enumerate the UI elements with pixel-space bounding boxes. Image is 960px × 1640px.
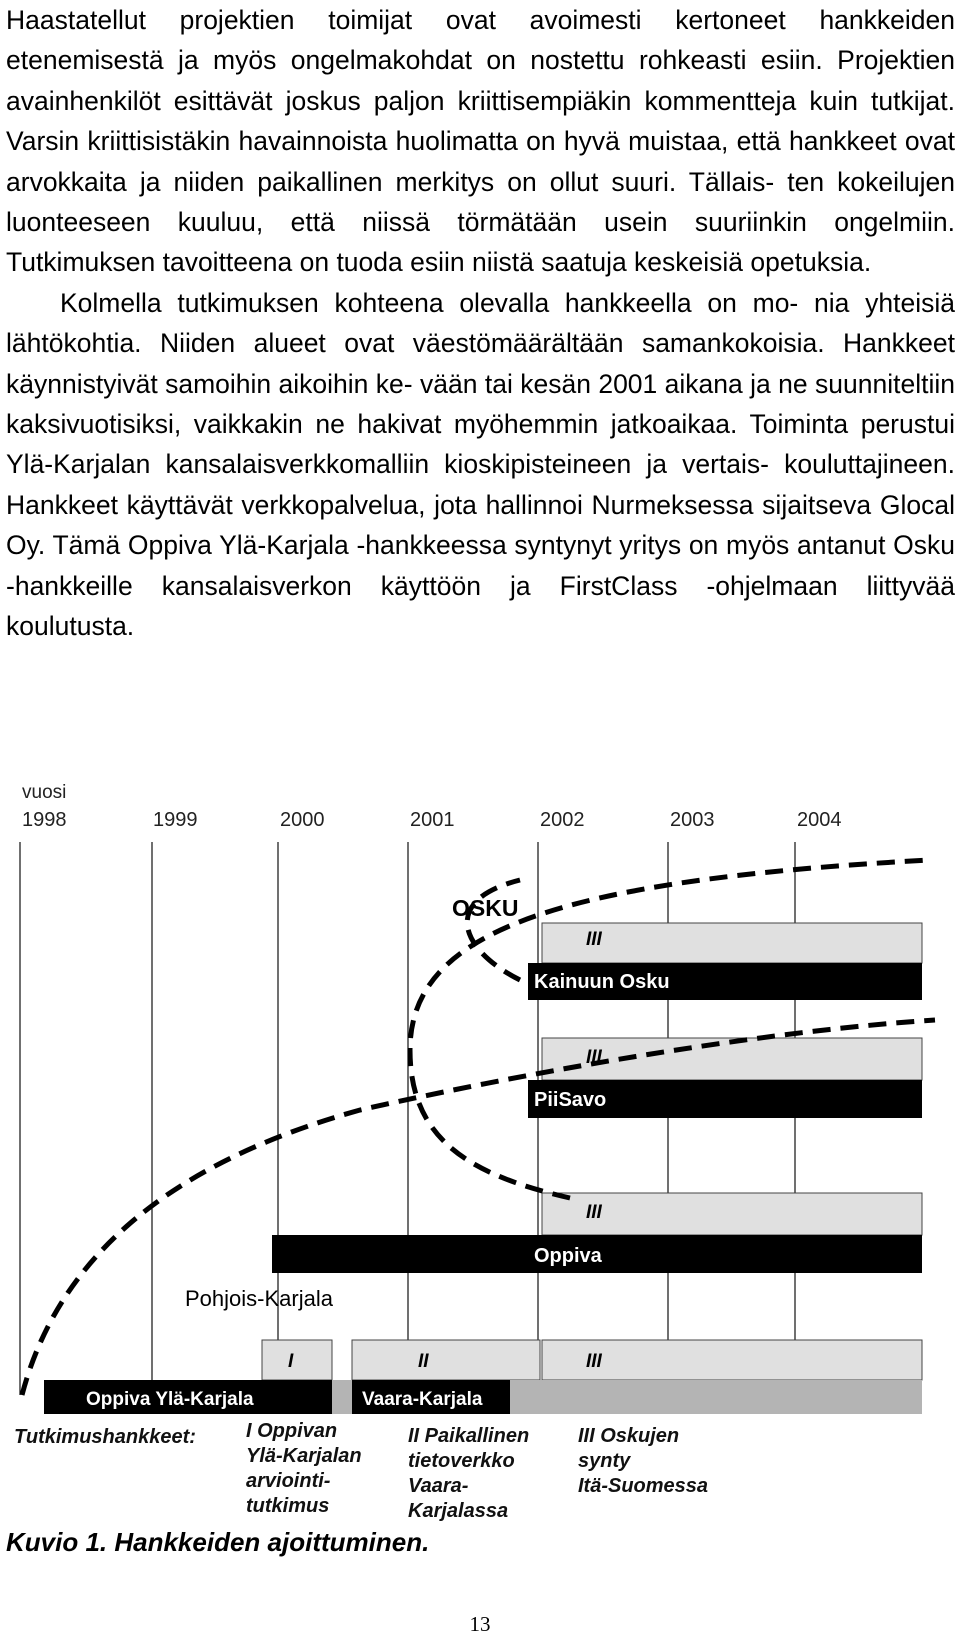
phase-label-ii: II bbox=[418, 1351, 429, 1372]
text-line: Ylä-Karjalan kansalaisverkkomalliin kioskipisteineen ja vertais- bbox=[6, 449, 769, 480]
text-line: rohkeasti esiin. Projektien avainhenkilöt esittävät joskus paljon bbox=[6, 45, 955, 116]
text-line: vään tai kesän 2001 aikana ja ne suunniteltiin kaksivuotisiksi, bbox=[6, 368, 955, 440]
text-line: Kolmella tutkimuksen kohteena olevalla hankkeella on mo- bbox=[60, 287, 799, 318]
legend-item: I Oppivan bbox=[246, 1420, 338, 1442]
text-line: Nurmeksessa sijaitseva Glocal Oy. Tämä Oppiva Ylä-Karjala bbox=[6, 489, 955, 561]
text-line: nia yhteisiä lähtökohtia. Niiden alueet ovat väestömäärältään bbox=[6, 287, 955, 359]
pohjois-karjala-label: Pohjois-Karjala bbox=[185, 1286, 333, 1311]
text-line: ten kokeilujen luonteeseen kuuluu, että niissä törmätään usein bbox=[6, 166, 955, 238]
year-label: 2000 bbox=[280, 809, 325, 831]
legend-item: II Paikallinen bbox=[408, 1425, 530, 1447]
bar-label-oppiva: Oppiva bbox=[534, 1245, 602, 1267]
phase-label-iii: III bbox=[586, 1202, 602, 1223]
year-label: 2003 bbox=[670, 809, 715, 831]
legend-item: tietoverkko bbox=[408, 1450, 515, 1472]
phase-label-iii: III bbox=[586, 1047, 602, 1068]
text-line: suuriinkin ongelmiin. Tutkimuksen tavoitteena on tuoda esiin bbox=[6, 207, 956, 278]
text-line: -hankkeessa syntynyt yritys on myös antanut Osku -hankkeille bbox=[6, 530, 955, 601]
study-bar-i bbox=[262, 1340, 332, 1380]
year-label: 1999 bbox=[153, 809, 198, 831]
text-line: havainnoista huolimatta on hyvä muistaa, että hankkeet ovat bbox=[238, 126, 955, 157]
year-label: 1998 bbox=[22, 809, 67, 831]
text-line: kriittisempiäkin kommentteja kuin tutkijat. Varsin kriittisistäkin bbox=[6, 85, 955, 157]
legend-item: Vaara- bbox=[408, 1475, 469, 1497]
timeline-figure bbox=[0, 775, 960, 1535]
text-line: hankkeiden etenemisestä ja myös ongelmakohdat on nostettu bbox=[6, 5, 955, 76]
year-label: 2002 bbox=[540, 809, 585, 831]
legend-item: synty bbox=[578, 1450, 631, 1472]
legend-title: Tutkimushankkeet: bbox=[14, 1426, 196, 1448]
legend-item: Itä-Suomessa bbox=[578, 1475, 709, 1497]
study-bar-ii bbox=[352, 1340, 540, 1380]
legend-item: III Oskujen bbox=[578, 1425, 680, 1447]
extension-bar-oppiva-yla-karjala bbox=[332, 1380, 352, 1414]
legend bbox=[14, 1420, 708, 1522]
text-line: kouluttajineen. Hankkeet käyttävät verkkopalvelua, jota hallinnoi bbox=[6, 449, 955, 520]
figure-caption: Kuvio 1. Hankkeiden ajoittuminen. bbox=[6, 1527, 430, 1557]
phase-label-iii: III bbox=[586, 929, 602, 950]
bar-label-kainuun-osku: Kainuun Osku bbox=[534, 971, 670, 993]
text-line: koulutusta. bbox=[6, 611, 135, 642]
text-line: Haastatellut projektien toimijat ovat avoimesti kertoneet bbox=[6, 5, 786, 35]
legend-item: tutkimus bbox=[246, 1495, 330, 1517]
paragraph-2 bbox=[6, 283, 955, 647]
bar-label-piisavo: PiiSavo bbox=[534, 1089, 607, 1111]
text-line: kansalaisverkon käyttöön ja FirstClass -ohjelmaan liittyvää bbox=[161, 570, 955, 601]
year-axis-title: vuosi bbox=[22, 782, 67, 803]
phase-label-i: I bbox=[288, 1351, 294, 1372]
legend-item: Karjalassa bbox=[408, 1500, 509, 1522]
text-line: arvokkaita ja niiden paikallinen merkitys on ollut suuri. Tällais- bbox=[6, 166, 775, 197]
phase-label-iii: III bbox=[586, 1351, 602, 1372]
body-text bbox=[6, 0, 955, 647]
year-labels bbox=[22, 809, 842, 831]
bar-label-oppiva-yla-karjala: Oppiva Ylä-Karjala bbox=[86, 1389, 254, 1410]
extension-bar-vaara-karjala bbox=[510, 1380, 922, 1414]
year-label: 2004 bbox=[797, 809, 842, 831]
legend-item: Ylä-Karjalan bbox=[246, 1445, 362, 1467]
paragraph-1 bbox=[6, 0, 955, 283]
year-label: 2001 bbox=[410, 809, 455, 831]
text-line: vaikkakin ne hakivat myöhemmin jatkoaikaa. Toiminta perustui bbox=[193, 409, 955, 440]
bar-label-vaara-karjala: Vaara-Karjala bbox=[362, 1389, 483, 1410]
page-number: 13 bbox=[469, 1612, 491, 1636]
text-line: niistä saatuja keskeisiä opetuksia. bbox=[472, 247, 872, 278]
text-line: samankokoisia. Hankkeet käynnistyivät samoihin aikoihin ke- bbox=[6, 328, 955, 399]
osku-label: OSKU bbox=[452, 895, 519, 921]
legend-item: arviointi- bbox=[246, 1470, 331, 1492]
